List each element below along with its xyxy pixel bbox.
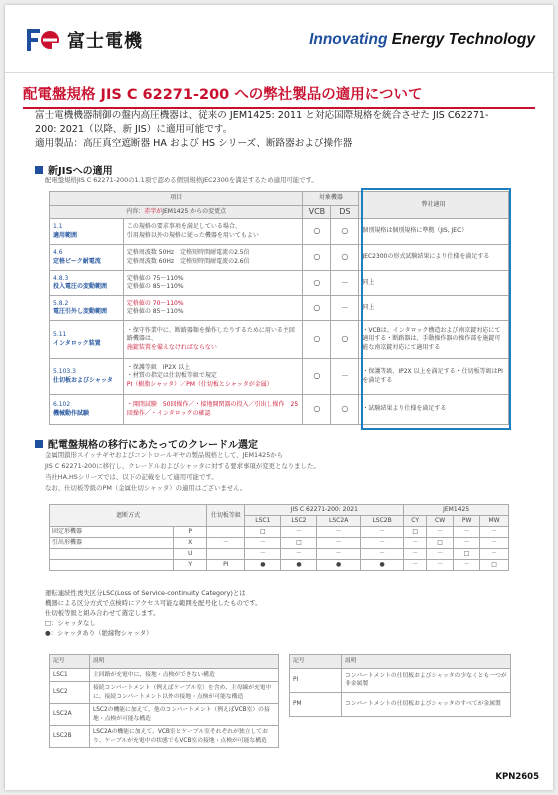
ds-cell: － — [331, 271, 359, 296]
code-cell: PM — [290, 692, 342, 716]
tagline-energy-technology: Energy Technology — [391, 31, 535, 48]
section1-note: 配電盤規格JIS C 62271-200の1.1項で認める個別規格JEC2300を満足するため適用可能です。 — [45, 176, 318, 184]
cell: － — [480, 527, 509, 538]
row-grade — [207, 527, 245, 538]
cell: － — [454, 538, 480, 549]
lsc-line-1: 運転連続性喪失区分LSC(Loss of Service-continuity Category)とは — [45, 589, 246, 597]
header-jem: JEM1425 — [404, 505, 509, 516]
cell: ● — [281, 560, 317, 571]
code-cell: LSC2 — [50, 682, 90, 704]
lsc-explanation — [45, 588, 345, 638]
content-text: 定格周波数 50Hz 定格短時間耐電流の2.5倍 — [126, 249, 250, 256]
vcb-cell: ○ — [303, 321, 331, 359]
square-bullet-icon — [35, 166, 43, 174]
table-header-ds: DS — [331, 205, 359, 219]
table-header-content — [50, 205, 303, 219]
col-header: LSC2 — [281, 516, 317, 527]
apply-cell: 個別規格は個別規格に準拠（JIS, JEC） — [359, 219, 509, 245]
section2-note — [45, 450, 320, 494]
note-line-3: 当社HA,HSシリーズでは、以下の記載をして適用可能です。 — [45, 473, 218, 481]
table-row — [290, 692, 511, 716]
desc-cell: コンパートメントの仕切板およびシャッタのすべてが金属製 — [342, 692, 511, 716]
cell: － — [480, 538, 509, 549]
fe-logo-icon — [27, 29, 61, 51]
content-text-2: 引用規格以外の規格に従った機器を用いてもよい — [126, 231, 259, 239]
content-text-2: 定格値の 85～110% — [126, 283, 184, 290]
ds-cell: ○ — [331, 321, 359, 359]
apply-cell: ・試験結果より仕様を満足する — [359, 395, 509, 425]
document-page — [5, 5, 553, 790]
vcb-cell: ○ — [303, 395, 331, 425]
ds-cell: ○ — [331, 395, 359, 425]
cell: □ — [427, 538, 454, 549]
content-cell — [123, 321, 303, 359]
col-header: MW — [480, 516, 509, 527]
lsc-line-3: 仕切板等級と組み合わせて選定します。 — [45, 609, 160, 617]
table-row — [50, 682, 279, 704]
vcb-cell: ○ — [303, 245, 331, 271]
header-suffix: JEM1425 からの変更点 — [162, 207, 227, 215]
content-cell — [123, 359, 303, 395]
brand-logo — [27, 27, 143, 53]
item-number: 6.102 — [53, 401, 71, 408]
cell: － — [427, 549, 454, 560]
item-name: 電圧引外し変動範囲 — [53, 308, 108, 315]
item-cell — [50, 219, 124, 245]
desc-cell: 主回路が充電中に、接地・点検ができない構造 — [90, 668, 279, 682]
cell: － — [404, 560, 427, 571]
apply-cell: ・VCBは、インタロック構造および南京錠対応にて適用する・断路器は、手動操作器の操作部を施錠可能な南京錠対応にて適用する — [359, 321, 509, 359]
cell: － — [317, 538, 360, 549]
cell: － — [404, 538, 427, 549]
desc-cell: LSC2Aの機能に加えて、VCB室とケーブル室それぞれが独立しており、ケーブルが充電中の状態でもVCB室の接地・点検が可能な構造 — [90, 726, 279, 748]
col-header: LSC2B — [360, 516, 403, 527]
cell: － — [360, 538, 403, 549]
note-line-2: JIS C 62271-200に移行し、クレードルおよびシャッタに対する要求事項が変更となりました。 — [45, 462, 320, 470]
table-row — [50, 668, 279, 682]
cell: － — [454, 560, 480, 571]
row-grade — [207, 549, 245, 560]
header — [5, 5, 553, 73]
table-header-item: 項目 — [50, 192, 303, 206]
col-header: CW — [427, 516, 454, 527]
cell: － — [281, 549, 317, 560]
vcb-cell: ○ — [303, 219, 331, 245]
code-cell: LSC2B — [50, 726, 90, 748]
title-bar — [23, 83, 535, 109]
item-number: 1.1 — [53, 223, 63, 230]
content-text: 定格値の 75～110% — [126, 274, 184, 282]
col-header: PW — [454, 516, 480, 527]
cell: － — [317, 549, 360, 560]
tagline-innovating: Innovating — [309, 31, 392, 48]
table-row — [50, 549, 509, 560]
vcb-cell: ○ — [303, 296, 331, 321]
cell: － — [480, 549, 509, 560]
row-label: 固定形機器 — [50, 527, 174, 538]
item-name: 適用範囲 — [53, 231, 78, 239]
document-number: KPN2605 — [495, 772, 539, 782]
row-grade: PI — [207, 560, 245, 571]
content-text-red: 定格値の 70～110% — [126, 299, 184, 307]
partition-grade-table — [289, 654, 511, 717]
col-header: CY — [404, 516, 427, 527]
apply-cell: JEC2300の形式試験結果により仕様を満足する — [359, 245, 509, 271]
item-number: 4.8.3 — [53, 274, 69, 282]
apply-cell: ・保護等級、IP2X 以上を満足する・仕切板等級はPIを満足する — [359, 359, 509, 395]
table-row — [50, 395, 509, 425]
table-header-target: 対象機器 — [303, 192, 359, 206]
cell: ● — [360, 560, 403, 571]
item-name: 仕切板およびシャッタ — [53, 376, 113, 384]
content-text-red: PI（樹脂シャッタ）／PM（仕切板とシャッタが金属） — [126, 380, 273, 388]
cell: □ — [454, 549, 480, 560]
table-row — [290, 668, 511, 692]
row-code: Y — [174, 560, 207, 571]
content-cell — [123, 395, 303, 425]
item-cell — [50, 296, 124, 321]
header-method: 遮断方式 — [50, 505, 207, 527]
header-desc: 説明 — [90, 655, 279, 669]
item-name: インタロック装置 — [53, 339, 101, 347]
cell: － — [281, 527, 317, 538]
table-row — [50, 704, 279, 726]
table-row — [50, 527, 509, 538]
code-cell: LSC2A — [50, 704, 90, 726]
row-code: X — [174, 538, 207, 549]
note-line-1: 金属閉鎖形スイッチギヤおよびコントロールギヤの製品規格として、JEM1425から — [45, 451, 284, 459]
cell: － — [245, 549, 281, 560]
tagline — [309, 31, 535, 49]
desc-cell: LSC2の機能に加えて、他のコンパートメント（例えばVCB室）の接地・点検が可能な構造 — [90, 704, 279, 726]
intro-paragraph-2: 適用製品：高圧真空遮断器 HA および HS シリーズ、断路器および操作器 — [35, 138, 353, 149]
item-cell — [50, 359, 124, 395]
header-code: 記号 — [290, 655, 342, 669]
cell: □ — [404, 527, 427, 538]
code-cell: LSC1 — [50, 668, 90, 682]
item-name: 投入電圧の変動範囲 — [53, 283, 108, 290]
item-cell — [50, 271, 124, 296]
content-cell — [123, 271, 303, 296]
section-heading-text: 配電盤規格の移行にあたってのクレードル選定 — [48, 440, 258, 451]
row-label — [50, 560, 174, 571]
table-header-apply: 弊社適用 — [359, 192, 509, 219]
cell: － — [454, 527, 480, 538]
content-text-red: ・開閉試験 50回操作／・接地開閉器の投入／引出し操作 25回操作／・インタロックの確認 — [126, 401, 299, 417]
ds-cell: － — [331, 296, 359, 321]
cell: － — [427, 527, 454, 538]
intro-paragraph-1: 富士電機機器制御の盤内高圧機器は、従来の JEM1425: 2011 と対応国際規格を統合させた JIS C62271-200: 2021（以降、新 JIS）に適用可能です。 — [35, 110, 489, 135]
item-number: 4.6 — [53, 249, 63, 256]
section-heading-cradle — [35, 436, 258, 451]
content-text: この規格の要求事項を満足している場合、 — [126, 223, 241, 230]
row-code: U — [174, 549, 207, 560]
header-desc: 説明 — [342, 655, 511, 669]
content-text-2: 定格値の 85～110% — [126, 308, 184, 315]
apply-cell: 同上 — [359, 296, 509, 321]
row-label: 引出形機器 — [50, 538, 174, 549]
cell: □ — [245, 527, 281, 538]
content-text: ・保守作業中に、断路器類を操作したりするために用いる主回路機器は、 — [126, 326, 295, 343]
item-number: 5.11 — [53, 331, 67, 338]
col-header: LSC2A — [317, 516, 360, 527]
cell: □ — [480, 560, 509, 571]
desc-cell: 接続コンパートメント（例えばケーブル室）を含め、主母線が充電中に、接続コンパートメント以外の接地・点検が可能な構造 — [90, 682, 279, 704]
table-row — [50, 359, 509, 395]
ds-cell: ○ — [331, 245, 359, 271]
cell: － — [404, 549, 427, 560]
col-header: LSC1 — [245, 516, 281, 527]
row-code: P — [174, 527, 207, 538]
item-number: 5.8.2 — [53, 299, 69, 307]
header-prefix: 内容： — [126, 207, 145, 215]
cell: ● — [317, 560, 360, 571]
desc-cell: コンパートメントの仕切板およびシャッタの少なくとも一つが非金属製 — [342, 668, 511, 692]
content-cell — [123, 219, 303, 245]
table-row — [50, 726, 279, 748]
ds-cell: ○ — [331, 219, 359, 245]
table-row — [50, 296, 509, 321]
content-text-2: 定格周波数 60Hz 定格短時間耐電流の2.6倍 — [126, 257, 250, 265]
lsc-legend-no-shutter: □：シャッタなし — [45, 619, 96, 627]
row-grade: － — [207, 538, 245, 549]
content-cell — [123, 296, 303, 321]
item-number: 5.103.3 — [53, 368, 76, 375]
cell: － — [245, 538, 281, 549]
table-row — [50, 219, 509, 245]
lsc-line-2: 機器による区分方式で点検時にアクセス可能な範囲を配号化したものです。 — [45, 599, 262, 607]
apply-cell: 同上 — [359, 271, 509, 296]
table-row — [50, 271, 509, 296]
row-label — [50, 549, 174, 560]
intro-text — [35, 109, 505, 151]
table-row — [50, 245, 509, 271]
cell: － — [427, 560, 454, 571]
content-text: ・保護等級 IP2X 以上 — [126, 363, 191, 371]
vcb-cell: ○ — [303, 271, 331, 296]
table-row — [50, 560, 509, 571]
cell: ● — [245, 560, 281, 571]
table-row — [50, 321, 509, 359]
header-red-label: 赤字が — [144, 207, 163, 215]
item-name: 機械動作試験 — [53, 409, 90, 417]
cradle-grade-table — [49, 504, 509, 571]
lsc-definition-table — [49, 654, 279, 748]
table-header-vcb: VCB — [303, 205, 331, 219]
cell: － — [360, 549, 403, 560]
header-jis: JIS C 62271-200: 2021 — [245, 505, 404, 516]
lsc-legend-shutter: ●：シャッタあり（絶縁物シャッタ） — [45, 629, 153, 637]
table-row — [50, 538, 509, 549]
brand-name: 富士電機 — [67, 31, 143, 52]
header-grade: 仕切板等級 — [207, 505, 245, 527]
code-cell: PI — [290, 668, 342, 692]
note-line-4: なお、仕切板等級のPM（金属仕切シャッタ）の適用はございません。 — [45, 484, 247, 492]
ds-cell: － — [331, 359, 359, 395]
vcb-cell: ○ — [303, 359, 331, 395]
header-code: 記号 — [50, 655, 90, 669]
item-cell — [50, 395, 124, 425]
content-cell — [123, 245, 303, 271]
content-text-2: ・材質の指定は仕切板等級で規定 — [126, 372, 217, 380]
item-cell — [50, 321, 124, 359]
cell: － — [317, 527, 360, 538]
page-title: 配電盤規格 JIS C 62271-200 への弊社製品の適用について — [23, 87, 423, 103]
item-name: 定格ピーク耐電流 — [53, 257, 101, 265]
section-heading-text: 新JISへの適用 — [48, 166, 113, 177]
cell: □ — [281, 538, 317, 549]
square-bullet-icon — [35, 440, 43, 448]
cell: － — [360, 527, 403, 538]
item-cell — [50, 245, 124, 271]
content-text-red: 施錠装置を備えなければならない — [126, 343, 217, 351]
jis-application-table — [49, 191, 509, 425]
